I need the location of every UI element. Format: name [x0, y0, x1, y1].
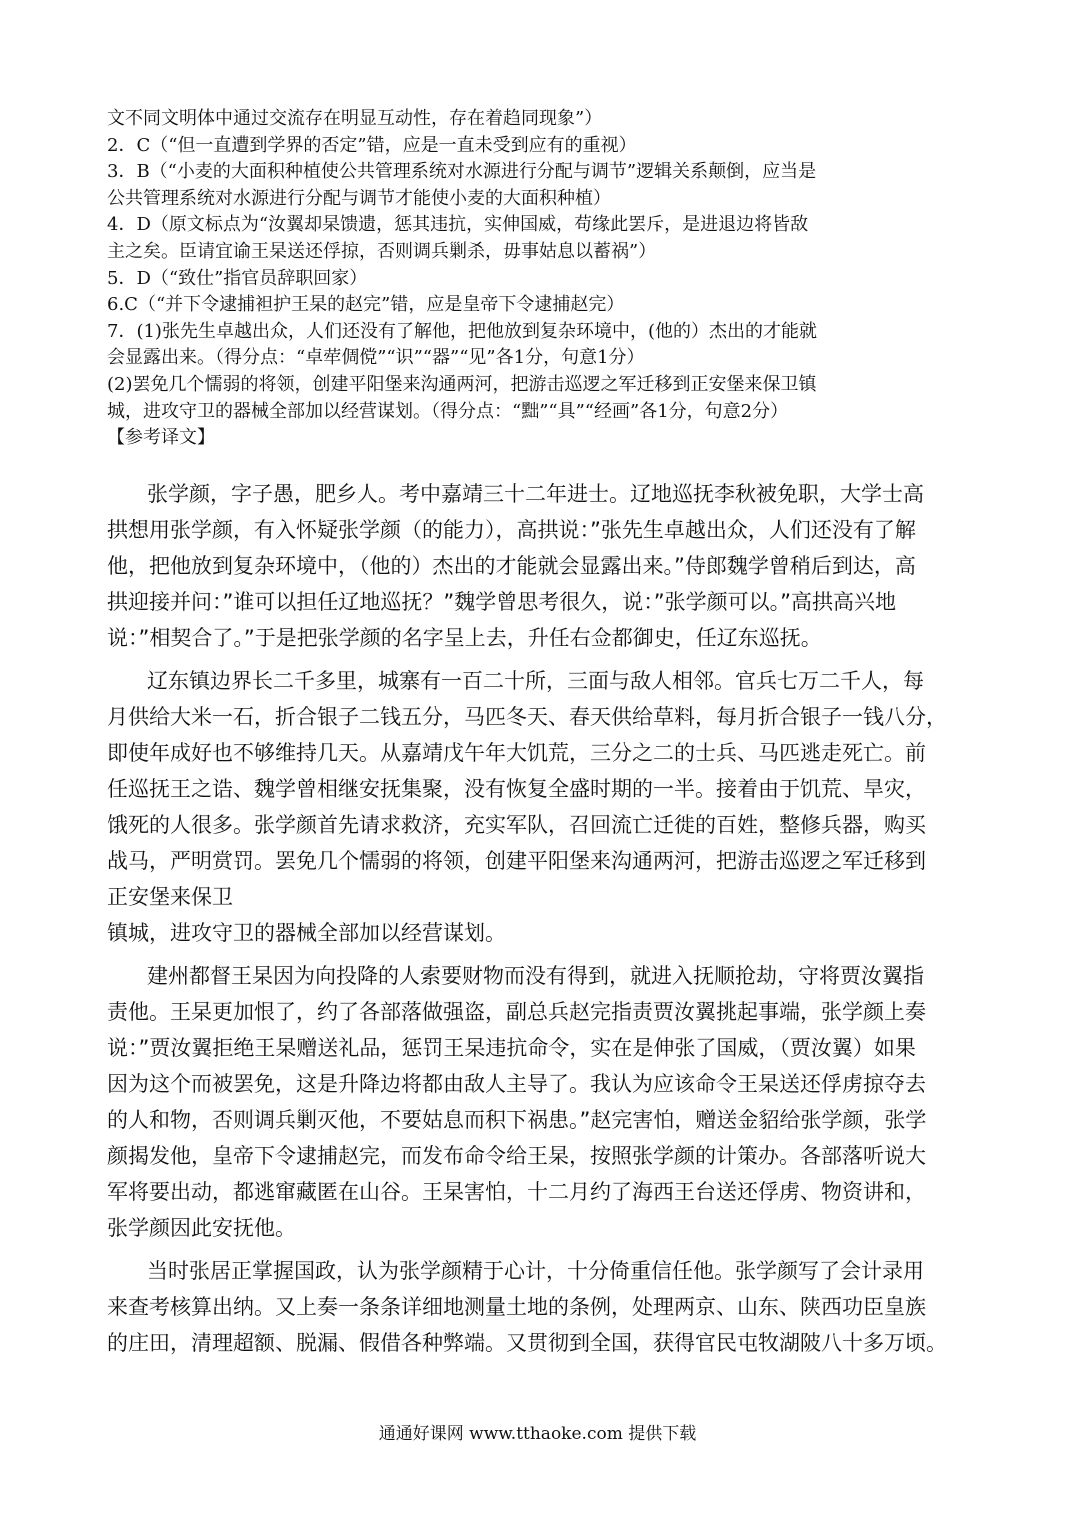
text-line: 来查考核算出纳。又上奏一条条详细地测量土地的条例，处理两京、山东、陕西功臣皇族: [107, 1295, 926, 1319]
text-line: 张学颜因此安抚他。: [107, 1216, 296, 1240]
text-line: 因为这个而被罢免，这是升降边将都由敌人主导了。我认为应该命令王杲送还俘虏掠夺去: [107, 1072, 926, 1096]
text-line: 说：”贾汝翼拒绝王杲赠送礼品，惩罚王杲违抗命令，实在是伸张了国威，（贾汝翼）如果: [107, 1036, 916, 1060]
answer-line: 5．D（“致仕”指官员辞职回家）: [107, 267, 368, 289]
answer-line: 公共管理系统对水源进行分配与调节才能使小麦的大面积种植）: [107, 187, 611, 209]
answer-line: 4．D（原文标点为“汝翼却杲馈遗，惩其违抗，实伸国威，苟缘此罢斥，是进退边将皆敌: [107, 214, 809, 236]
paragraph-2: [107, 663, 987, 951]
text-line: 当时张居正掌握国政，认为张学颜精于心计，十分倚重信任他。张学颜写了会计录用: [147, 1259, 924, 1283]
answer-line: 会显露出来。（得分点：“卓荦倜傥”“识”“器”“见”各1分，句意1分）: [107, 347, 645, 369]
answer-line: 文不同文明体中通过交流存在明显互动性，存在着趋同现象”）: [107, 108, 603, 129]
answer-line: 6.C（“并下令逮捕袒护王杲的赵完”错，应是皇帝下令逮捕赵完）: [107, 294, 625, 316]
text-line: 辽东镇边界长二千多里，城寨有一百二十所，三面与敌人相邻。官兵七万二千人，每: [147, 669, 924, 693]
paragraph-3: [107, 958, 987, 1246]
page-footer: 通通好课网 www.tthaoke.com 提供下载: [378, 1424, 697, 1444]
answer-key: [107, 106, 987, 452]
text-line: 说：”相契合了。”于是把张学颜的名字呈上去，升任右佥都御史，任辽东巡抚。: [107, 626, 822, 650]
text-line: 镇城，进攻守卫的器械全部加以经营谋划。: [107, 921, 506, 945]
text-line: 战马，严明赏罚。罢免几个懦弱的将领，创建平阳堡来沟通两河，把游击巡逻之军迁移到: [107, 849, 926, 873]
answer-line: 城，进攻守卫的器械全部加以经营谋划。（得分点：“黜”“具”“经画”各1分，句意2分）: [107, 400, 789, 422]
text-line: 饿死的人很多。张学颜首先请求救济，充实军队，召回流亡迁徙的百姓，整修兵器，购买: [107, 813, 926, 837]
text-line: 正安堡来保卫: [107, 885, 233, 909]
text-line: 张学颜，字子愚，肥乡人。考中嘉靖三十二年进士。辽地巡抚李秋被免职，大学士高: [147, 482, 924, 506]
text-line: 月供给大米一石，折合银子二钱五分，马匹冬天、春天供给草料，每月折合银子一钱八分，: [107, 705, 947, 729]
text-line: 责他。王杲更加恨了，约了各部落做强盗，副总兵赵完指责贾汝翼挑起事端，张学颜上奏: [107, 1000, 926, 1024]
text-line: 的人和物，否则调兵剿灭他，不要姑息而积下祸患。”赵完害怕，赠送金貂给张学颜，张学: [107, 1108, 927, 1132]
answer-line: 主之矣。臣请宜谕王杲送还俘掠，否则调兵剿杀，毋事姑息以蓄祸”）: [107, 240, 657, 262]
text-line: 建州都督王杲因为向投降的人索要财物而没有得到，就进入抚顺抢劫，守将贾汝翼指: [147, 964, 924, 988]
text-line: 即使年成好也不够维持几天。从嘉靖戊午年大饥荒，三分之二的士兵、马匹逃走死亡。前: [107, 741, 926, 765]
text-line: 的庄田，清理超额、脱漏、假借各种弊端。又贯彻到全国，获得官民屯牧湖陂八十多万顷。: [107, 1331, 947, 1355]
answer-line: (2)罢免几个懦弱的将领，创建平阳堡来沟通两河，把游击巡逻之军迁移到正安堡来保卫镇: [107, 373, 817, 395]
text-line: 军将要出动，都逃窜藏匿在山谷。王杲害怕，十二月约了海西王台送还俘虏、物资讲和，: [107, 1180, 926, 1204]
paragraph-1: [107, 476, 987, 656]
text-line: 他，把他放到复杂环境中，（他的）杰出的才能就会显露出来。”侍郎魏学曾稍后到达，高: [107, 554, 916, 578]
answer-line: 3．B（“小麦的大面积种植使公共管理系统对水源进行分配与调节”逻辑关系颠倒，应当是: [107, 161, 817, 183]
reference-translation: [107, 476, 987, 1361]
paragraph-4: [107, 1253, 987, 1361]
text-line: 拱迎接并问：”谁可以担任辽地巡抚？”魏学曾思考很久，说：”张学颜可以。”高拱高兴地: [107, 590, 897, 614]
text-line: 任巡抚王之诰、魏学曾相继安抚集聚，没有恢复全盛时期的一半。接着由于饥荒、旱灾，: [107, 777, 926, 801]
section-heading: 【参考译文】: [107, 427, 215, 449]
answer-line: 7．(1)张先生卓越出众，人们还没有了解他，把他放到复杂环境中，(他的）杰出的才能就: [107, 320, 817, 342]
answer-line: 2．C（“但一直遭到学界的否定”错，应是一直未受到应有的重视）: [107, 134, 637, 156]
text-line: 颜揭发他，皇帝下令逮捕赵完，而发布命令给王杲，按照张学颜的计策办。各部落听说大: [107, 1144, 926, 1168]
text-line: 拱想用张学颜，有入怀疑张学颜（的能力），高拱说：”张先生卓越出众，人们还没有了解: [107, 518, 916, 542]
